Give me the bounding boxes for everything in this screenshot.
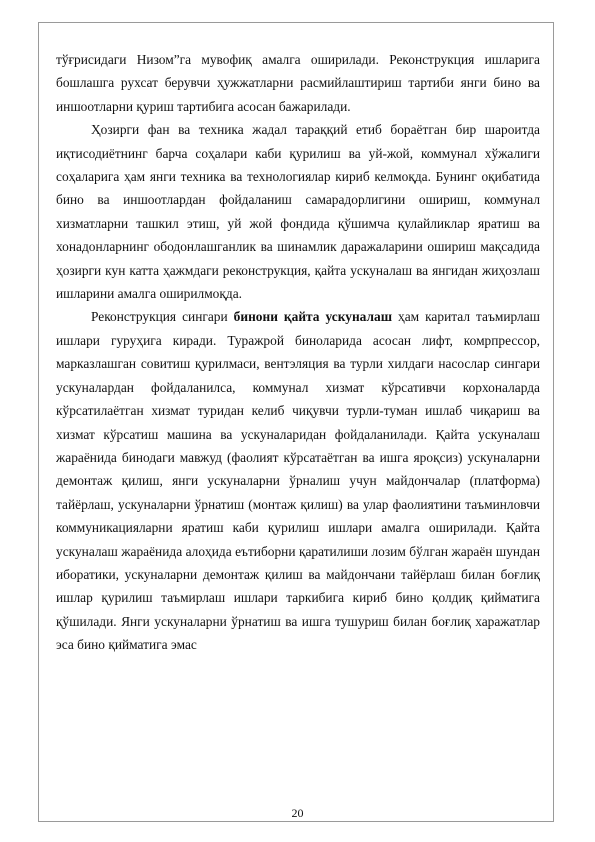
page-number: 20 [291, 806, 304, 820]
paragraph-3-lead: Реконструкция сингари [91, 309, 234, 325]
document-body [56, 48, 540, 657]
paragraph-3-bold-term: бинони қайта ускуналаш [233, 309, 392, 325]
paragraph-2: Ҳозирги фан ва техника жадал тараққий етиб бораётган бир шароитда иқтисодиётнинг барча соҳалари каби қурилиш ва уй-жой, коммунал хўжалиги соҳаларига ҳам янги техника ва технологиялар кириб келмоқда. Бунинг оқибатида бино ва иншоотлардан фойдаланиш самарадорлигини ошириш, коммунал хизматларни ташкил этиш, уй жой фондида қўшимча қулайликлар яратиш ва хонадонларнинг ободонлашганлик ва шинамлик даражаларини ошириш мақсадида ҳозирги кун катта ҳажмдаги реконструкция, қайта ускуналаш ва янгидан жиҳозлаш ишларини амалга оширилмоқда. [56, 122, 540, 302]
paragraph-3 [56, 305, 540, 656]
paragraph-3-body: ҳам каритал таъмирлаш ишлари гуруҳига киради. Туражрой биноларида асосан лифт, комрпрессор, марказлашган совитиш қурилмаси, вентэляция ва турли хилдаги насослар сингари ускуналардан фойдаланилса, коммунал хизмат кўрсативчи корхоналарда кўрсатилаётган хизмат туридан келиб чиқувчи турли-туман ишлаб чиқариш ва хизмат кўрсатиш машина ва ускуналаридан фойдаланилади. Қайта ускуналаш жараёнида бинодаги мавжуд (фаолият кўрсатаётган ва ишга яроқсиз) ускуналарни демонтаж қилиш, янги ускуналарни ўрналиш учун майдончалар (платформа) тайёрлаш, ускуналарни ўрнатиш (монтаж қилиш) ва улар фаолиятини таъминловчи коммуникацияларни яратиш каби қурилиш ишлари амалга оширилади. Қайта ускуналаш жараёнида алоҳида еътиборни қаратилиши лозим бўлган жараён шундан иборатики, ускуналарни демонтаж қилиш ва майдончани тайёрлаш билан боғлиқ ишлар қурилиш таъмирлаш ишлари таркибига кириб бино қолдиқ қийматига қўшилади. Янги ускуналарни ўрнатиш ва ишга тушуриш билан боғлиқ харажатлар эса бино қийматига эмас [56, 309, 540, 653]
paragraph-1: тўғрисидаги Низом”га мувофиқ амалга оширилади. Реконструкция ишларига бошлашга рухсат берувчи ҳужжатларни расмийлаштириш тартиби янги бино ва иншоотларни қуриш тартибига асосан бажарилади. [56, 52, 540, 114]
